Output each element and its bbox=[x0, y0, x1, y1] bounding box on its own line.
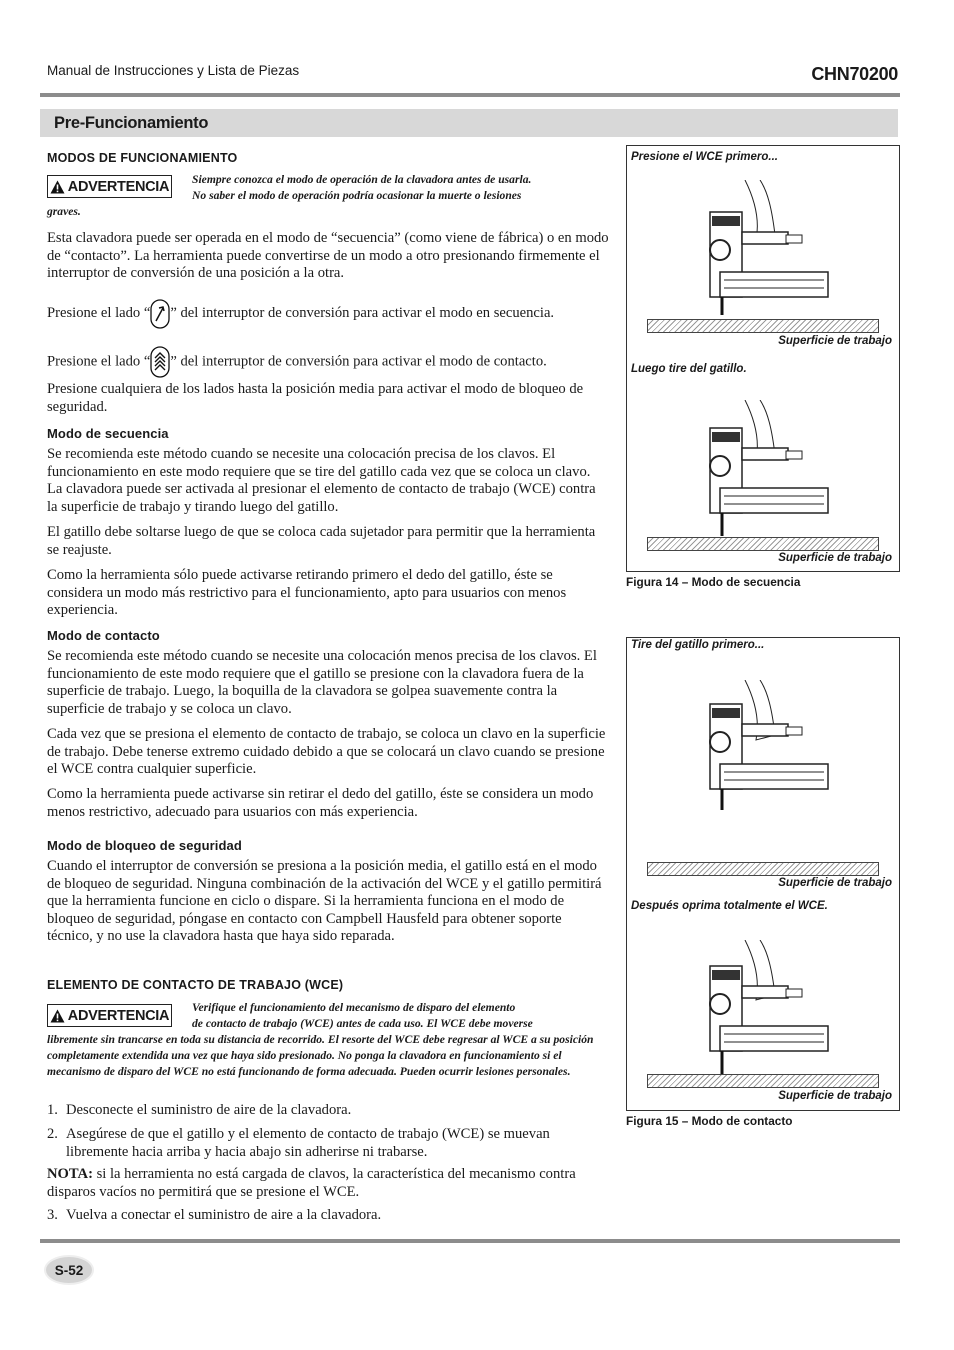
seq-pre-text: Presione el lado “ bbox=[47, 305, 151, 321]
warning-badge bbox=[47, 175, 172, 198]
figure-15-caption: Figura 15 – Modo de contacto bbox=[626, 1114, 793, 1128]
footer-rule bbox=[40, 1239, 900, 1243]
bloqueo-heading: Modo de bloqueo de seguridad bbox=[47, 838, 242, 853]
fig14-surface-label-1: Superficie de trabajo bbox=[778, 335, 892, 347]
step-3-number: 3. bbox=[47, 1207, 58, 1223]
step-3-text: Vuelva a conectar el suministro de aire a la clavadora. bbox=[66, 1207, 382, 1223]
contacto-heading: Modo de contacto bbox=[47, 628, 160, 643]
note-label: NOTA: bbox=[47, 1166, 93, 1182]
step-2-number: 2. bbox=[47, 1126, 58, 1142]
modos-intro: Esta clavadora puede ser operada en el modo de “secuencia” (como viene de fábrica) o en modo de “contacto”. La herramienta puede convertirse de un modo a otro presionando firmemente el interruptor de conversión de una posición a la otra. bbox=[47, 230, 609, 281]
contacto-p3: Como la herramienta puede activarse sin retirar el dedo del gatillo, éste se considera un modo menos restrictivo, adecuado para usuarios con más experiencia. bbox=[47, 786, 594, 820]
warning-line-2: No saber el modo de operación podría ocasionar la muerte o lesiones bbox=[192, 189, 522, 202]
section-title: Pre-Funcionamiento bbox=[54, 114, 209, 132]
wce-warning-line-2: de contacto de trabajo (WCE) antes de cada uso. El WCE debe moverse bbox=[192, 1017, 533, 1030]
secuencia-heading: Modo de secuencia bbox=[47, 426, 169, 441]
secuencia-p1: Se recomienda este método cuando se necesite una colocación precisa de los clavos. El funcionamiento en este modo requiere que se tire del gatillo cada vez que se coloca un clavo. La clavadora puede ser activada al presionar el elemento de contacto de trabajo (WCE) contra la superficie de trabajo y tirando luego del gatillo. bbox=[47, 446, 596, 515]
sequential-instruction bbox=[47, 298, 609, 329]
wce-warning-rest: libremente sin trancarse en toda su distancia de recorrido. El resorte del WCE debe regresar al WCE a su posición completamente extendida una vez que haya sido presionado. No ponga la clavadora en funcionamiento si el mecanismo de disparo del WCE no está funcionando de forma adecuada. Pueden ocurrir lesiones personales. bbox=[47, 1033, 594, 1078]
middle-position-text: Presione cualquiera de los lados hasta la posición media para activar el modo de bloqueo de seguridad. bbox=[47, 381, 584, 415]
contacto-p1: Se recomienda este método cuando se necesite una colocación menos precisa de los clavos. El funcionamiento de este modo requiere que el gatillo se presione con la clavadora fuera de la superficie de trabajo. Luego, la boquilla de la clavadora se golpea suavemente contra la superficie de trabajo y se coloca un clavo. bbox=[47, 648, 597, 717]
chevron-stack-toggle-icon bbox=[150, 346, 170, 378]
header-rule bbox=[40, 93, 900, 97]
fig15-top-label: Tire del gatillo primero... bbox=[631, 639, 765, 651]
wce-warning-label: ADVERTENCIA bbox=[67, 1007, 170, 1024]
nailer-illustration bbox=[700, 180, 840, 320]
fig15-surface-label-1: Superficie de trabajo bbox=[778, 877, 892, 889]
figure-14-caption: Figura 14 – Modo de secuencia bbox=[626, 575, 801, 589]
contact-post-text: ” del interruptor de conversión para activar el modo de contacto. bbox=[170, 353, 547, 370]
fig15-mid-label: Después oprima totalmente el WCE. bbox=[631, 900, 828, 912]
warning-line-3: graves. bbox=[47, 205, 81, 218]
work-surface bbox=[647, 1074, 879, 1088]
secuencia-p3: Como la herramienta sólo puede activarse retirando primero el dedo del gatillo, éste se considera un modo más restrictivo para el funcionamiento, apto para usuarios con menos experiencia. bbox=[47, 567, 567, 618]
nailer-illustration bbox=[700, 400, 840, 540]
step-1 bbox=[47, 1102, 609, 1120]
wce-note bbox=[47, 1166, 609, 1201]
work-surface bbox=[647, 319, 879, 333]
fig14-mid-label: Luego tire del gatillo. bbox=[631, 363, 747, 375]
warning-triangle-icon bbox=[50, 1009, 65, 1023]
nailer-illustration bbox=[700, 680, 840, 840]
step-2 bbox=[47, 1126, 609, 1161]
step-1-text: Desconecte el suministro de aire de la clavadora. bbox=[66, 1102, 352, 1118]
model-number: CHN70200 bbox=[811, 64, 898, 84]
contact-pre-text: Presione el lado “ bbox=[47, 353, 151, 370]
fig14-surface-label-2: Superficie de trabajo bbox=[778, 552, 892, 564]
secuencia-p2: El gatillo debe soltarse luego de que se coloca cada sujetador para permitir que la herramienta se reajuste. bbox=[47, 524, 596, 558]
step-1-number: 1. bbox=[47, 1102, 58, 1118]
contact-instruction bbox=[47, 346, 609, 378]
step-3 bbox=[47, 1207, 609, 1225]
wce-warning-badge bbox=[47, 1004, 172, 1027]
work-surface bbox=[647, 537, 879, 551]
bloqueo-p1: Cuando el interruptor de conversión se presiona a la posición media, el gatillo está en el modo de bloqueo de seguridad. Ninguna combinación de la activación del WCE y el gatillo permitirá que la herramienta funcione en ciclo o dispare. Si la herramienta funciona en el modo de bloqueo de seguridad, póngase en contacto con Campbell Hausfeld para obtener soporte técnico, y no use la clavadora hasta que haya sido reparada. bbox=[47, 858, 602, 944]
seq-post-text: ” del interruptor de conversión para activar el modo en secuencia. bbox=[170, 305, 555, 321]
step-2-text: Asegúrese de que el gatillo y el elemento de contacto de trabajo (WCE) se muevan libremente hacia arriba y hacia abajo sin adherirse ni trabarse. bbox=[66, 1126, 550, 1160]
note-text: si la herramienta no está cargada de clavos, la característica del mecanismo contra disparos vacíos no permitirá que se presione el WCE. bbox=[47, 1166, 576, 1200]
fig14-top-label: Presione el WCE primero... bbox=[631, 151, 778, 163]
warning-label: ADVERTENCIA bbox=[67, 178, 170, 195]
nailer-illustration bbox=[700, 940, 840, 1080]
single-arrow-toggle-icon bbox=[150, 299, 170, 329]
wce-heading: ELEMENTO DE CONTACTO DE TRABAJO (WCE) bbox=[47, 978, 344, 992]
page-number: S-52 bbox=[44, 1255, 94, 1285]
warning-line-1: Siempre conozca el modo de operación de la clavadora antes de usarla. bbox=[192, 173, 532, 186]
wce-warning-line-1: Verifique el funcionamiento del mecanismo de disparo del elemento bbox=[192, 1001, 516, 1014]
manual-title: Manual de Instrucciones y Lista de Piezas bbox=[47, 63, 300, 78]
work-surface bbox=[647, 862, 879, 876]
contacto-p2: Cada vez que se presiona el elemento de contacto de trabajo, se coloca un clavo en la superficie de trabajo. Debe tenerse extremo cuidado debido a que se colocará un clavo cuando se presione el WCE contra cualquier superficie. bbox=[47, 726, 606, 777]
modos-heading: MODOS DE FUNCIONAMIENTO bbox=[47, 151, 238, 165]
fig15-surface-label-2: Superficie de trabajo bbox=[778, 1090, 892, 1102]
warning-triangle-icon bbox=[50, 180, 65, 194]
